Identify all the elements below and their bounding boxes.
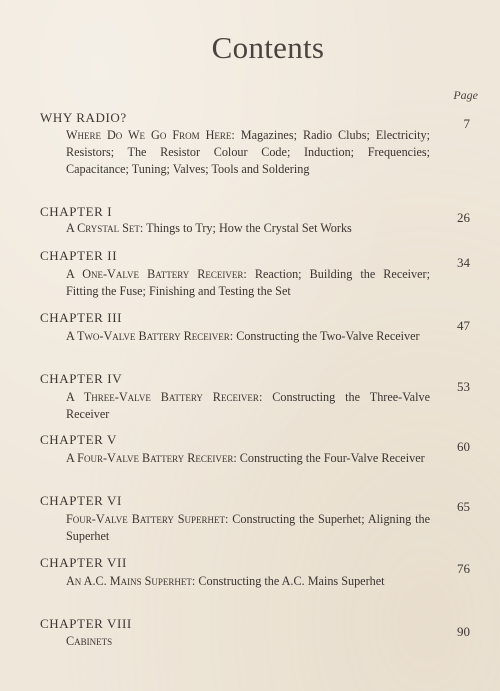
entry-description-rest: : Magazines; Radio Clubs; Electricity; Resistors; The Resistor Colour Code; Induction; Frequencies; Capacitance; Tuning; Valves; Tools and Soldering xyxy=(66,128,430,176)
entry-page-number: 47 xyxy=(457,318,470,333)
entry-description xyxy=(66,450,430,467)
page-title: Contents xyxy=(211,30,325,65)
entry-heading: CHAPTER I xyxy=(40,204,113,219)
entry-description-rest: : Things to Try; How the Crystal Set Works xyxy=(139,221,352,235)
entry-page-number: 34 xyxy=(457,255,470,270)
entry-heading: CHAPTER V xyxy=(40,432,118,447)
entry-description xyxy=(66,328,430,345)
entry-description xyxy=(66,633,430,650)
entry-description-lead: A One-Valve Battery Receiver xyxy=(66,267,244,281)
entry-description-rest: : Constructing the A.C. Mains Superhet xyxy=(191,574,385,588)
entry-description-lead: An A.C. Mains Superhet xyxy=(66,574,192,588)
entry-description xyxy=(66,266,430,300)
entry-description-rest: : Constructing the Two-Valve Receiver xyxy=(229,329,420,343)
entry-description xyxy=(66,127,430,177)
entry-page-number: 53 xyxy=(457,379,470,394)
entry-description xyxy=(66,220,430,237)
entry-description-rest: : Constructing the Superhet; Aligning the Superhet xyxy=(66,512,430,543)
entry-page-number: 90 xyxy=(457,624,470,639)
entry-description xyxy=(66,511,430,545)
entry-description-rest: : Constructing the Three-Valve Receiver xyxy=(66,390,430,421)
entry-description xyxy=(66,389,430,423)
entry-heading: CHAPTER II xyxy=(40,248,118,263)
entry-description-lead: Where Do We Go From Here xyxy=(66,128,232,142)
entry-page-number: 65 xyxy=(457,499,470,514)
entry-page-number: 7 xyxy=(463,116,470,131)
entry-heading: CHAPTER VIII xyxy=(40,616,132,631)
entry-description-rest: : Reaction; Building the Receiver; Fitting the Fuse; Finishing and Testing the Set xyxy=(66,267,430,298)
entry-description-lead: A Three-Valve Battery Receiver xyxy=(66,390,259,404)
entry-heading: CHAPTER III xyxy=(40,310,123,325)
entry-description-lead: Four-Valve Battery Superhet xyxy=(66,512,226,526)
entry-heading: CHAPTER VI xyxy=(40,493,122,508)
entry-description-lead: Cabinets xyxy=(66,634,113,648)
entry-page-number: 26 xyxy=(457,210,470,225)
page-column-header: Page xyxy=(453,88,478,102)
entry-heading: CHAPTER VII xyxy=(40,555,127,570)
entry-page-number: 60 xyxy=(457,439,470,454)
entry-description-lead: A Four-Valve Battery Receiver xyxy=(66,451,234,465)
entry-description-rest: : Constructing the Four-Valve Receiver xyxy=(233,451,425,465)
entry-description-lead: A Crystal Set xyxy=(66,221,140,235)
entry-heading: CHAPTER IV xyxy=(40,371,123,386)
entry-page-number: 76 xyxy=(457,561,470,576)
entry-description-lead: A Two-Valve Battery Receiver xyxy=(66,329,230,343)
entry-description xyxy=(66,573,430,590)
entry-heading: WHY RADIO? xyxy=(40,110,127,125)
